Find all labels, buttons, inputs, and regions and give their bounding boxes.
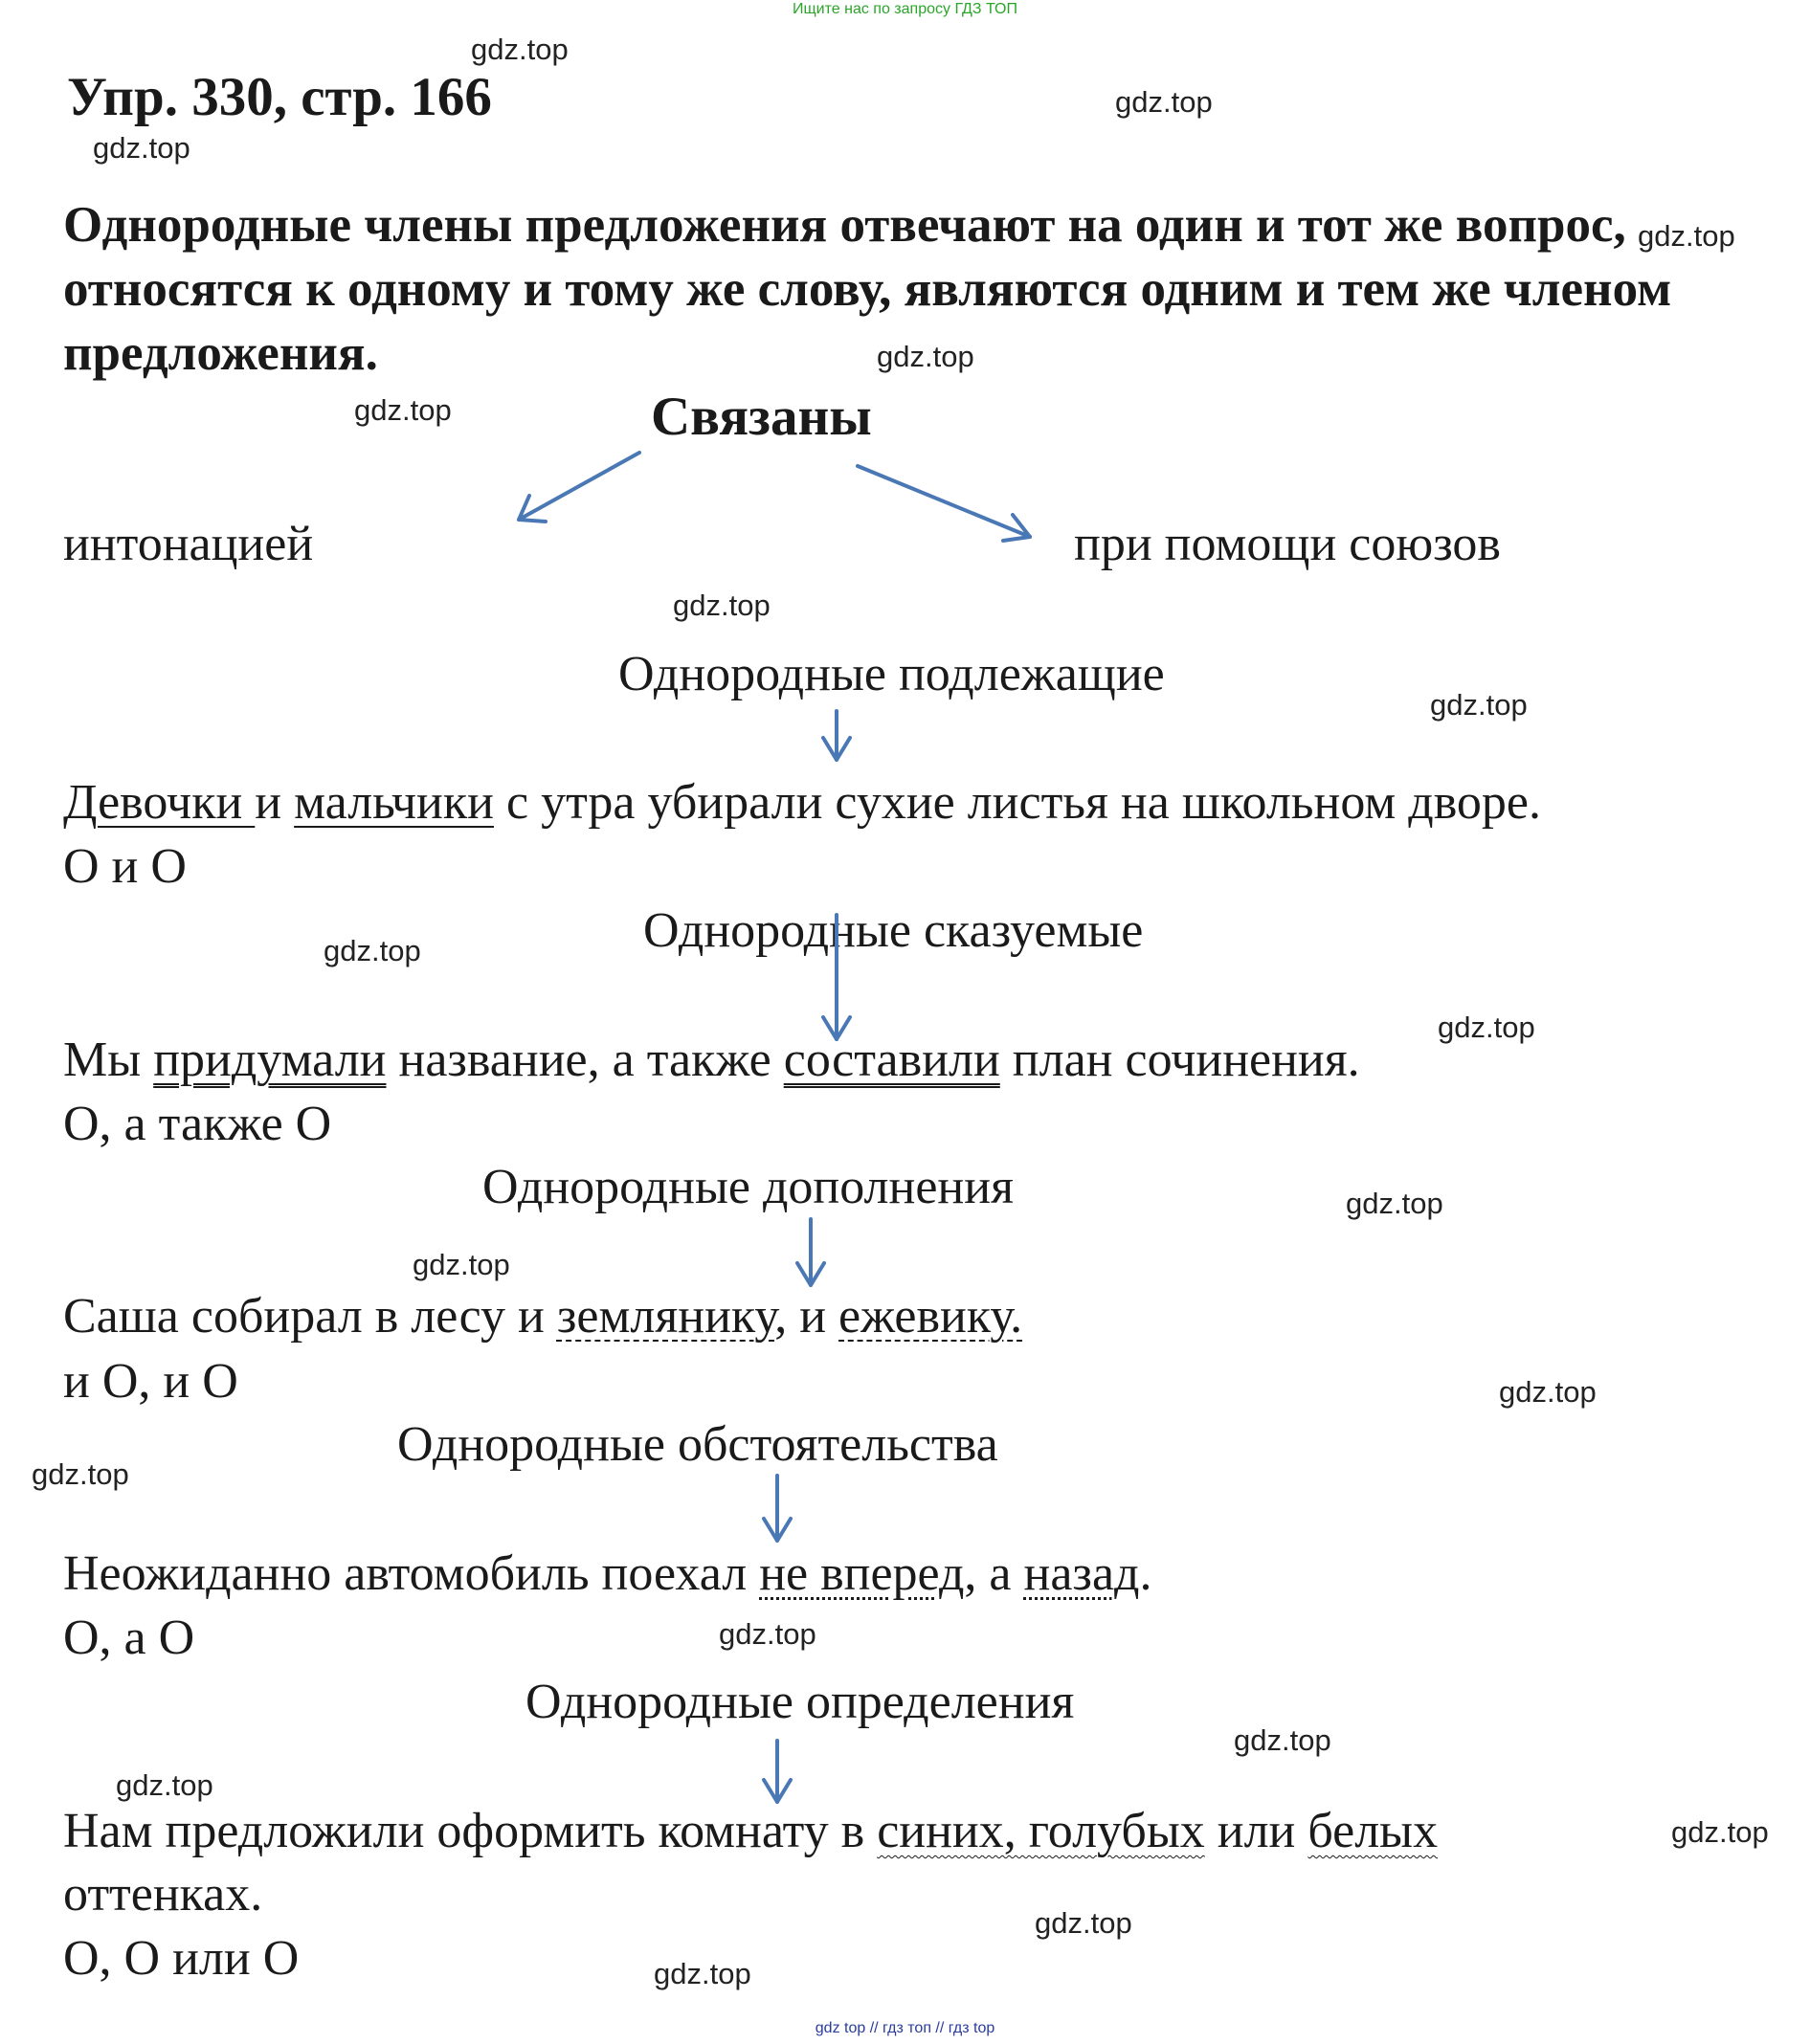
watermark: gdz.top [673,589,771,622]
sentence-attributes-line2: оттенках. [63,1867,263,1922]
arrow-down-icon [823,711,850,760]
watermark: gdz.top [877,340,974,373]
arrow-down-icon [764,1741,791,1802]
watermark: gdz.top [1430,688,1528,722]
watermark: gdz.top [1638,219,1735,253]
scheme-adverbials: О, а О [63,1611,195,1665]
scheme-subjects: О и О [63,839,187,894]
sentence-text: с утра убирали сухие листья на школьном дворе. [493,775,1541,830]
watermark: gdz.top [116,1768,213,1802]
subject-word: мальчики [294,775,494,830]
object-word: землянику [556,1289,775,1344]
sentence-text: Мы [63,1033,154,1087]
section-heading-predicates: Однородные сказуемые [643,903,1144,958]
sentence-text: Нам предложили оформить комнату в [63,1804,878,1858]
sentence-text: Неожиданно автомобиль поехал [63,1546,760,1601]
watermark: gdz.top [1438,1011,1535,1044]
sentence-adverbials [63,1544,1152,1604]
watermark: gdz.top [1115,85,1213,119]
adverbial-word: не вперед [759,1546,965,1601]
sentence-text: . [1139,1546,1152,1601]
attribute-word: синих, голубых [877,1804,1205,1858]
watermark: gdz.top [93,131,190,165]
sentence-attributes [63,1802,1438,1861]
watermark: gdz.top [719,1617,816,1651]
sentence-text: или [1204,1804,1308,1858]
scheme-objects: и О, и О [63,1354,238,1409]
watermark: gdz.top [1671,1815,1769,1849]
arrow-down-icon [797,1219,824,1285]
object-word: ежевику. [838,1289,1023,1344]
scheme-attributes: О, О или О [63,1931,300,1986]
watermark: gdz.top [324,934,421,967]
watermark: gdz.top [354,393,452,427]
section-heading-attributes: Однородные определения [525,1675,1075,1729]
scheme-predicates: О, а также О [63,1097,332,1151]
diagram-header: Связаны [651,387,872,447]
top-search-note: Ищите нас по запросу ГДЗ ТОП [793,1,1017,17]
rule-text: Однородные члены предложения отвечают на один и тот же вопрос, относятся к одному и тому же слову, являются одним и тем же членом предложения. [63,197,1672,381]
diagram-right-label: при помощи союзов [1074,517,1501,571]
watermark: gdz.top [413,1248,510,1281]
sentence-text: название, а также [386,1033,784,1087]
watermark: gdz.top [1035,1906,1132,1940]
predicate-word: придумали [153,1033,387,1087]
adverbial-word: назад [1023,1546,1140,1601]
sentence-text: и [255,775,295,830]
watermark: gdz.top [32,1457,129,1491]
watermark: gdz.top [1346,1187,1443,1220]
sentence-subjects [63,773,1541,833]
arrow-right-icon [858,466,1030,541]
section-heading-objects: Однородные дополнения [482,1160,1014,1214]
watermark: gdz.top [471,33,569,66]
sentence-text: Саша собирал в лесу и [63,1289,557,1344]
section-heading-adverbials: Однородные обстоятельства [397,1417,998,1472]
sentence-objects [63,1287,1022,1346]
watermark: gdz.top [1234,1723,1331,1757]
attribute-word: белых [1307,1804,1439,1858]
subject-word: Девочки [63,775,256,830]
sentence-text: , и [774,1289,839,1344]
sentence-text: , а [964,1546,1024,1601]
sentence-predicates [63,1031,1360,1090]
sentence-text: план сочинения. [999,1033,1360,1087]
watermark: gdz.top [1499,1375,1597,1409]
section-heading-subjects: Однородные подлежащие [618,647,1165,701]
page-title: Упр. 330, стр. 166 [67,67,492,127]
arrow-left-icon [519,453,639,522]
predicate-word: составили [783,1033,1000,1087]
arrow-down-icon [764,1476,791,1541]
diagram-left-label: интонацией [63,517,314,571]
bottom-links-note: gdz top // гдз топ // гдз top [815,2020,995,2036]
watermark: gdz.top [654,1957,751,1990]
